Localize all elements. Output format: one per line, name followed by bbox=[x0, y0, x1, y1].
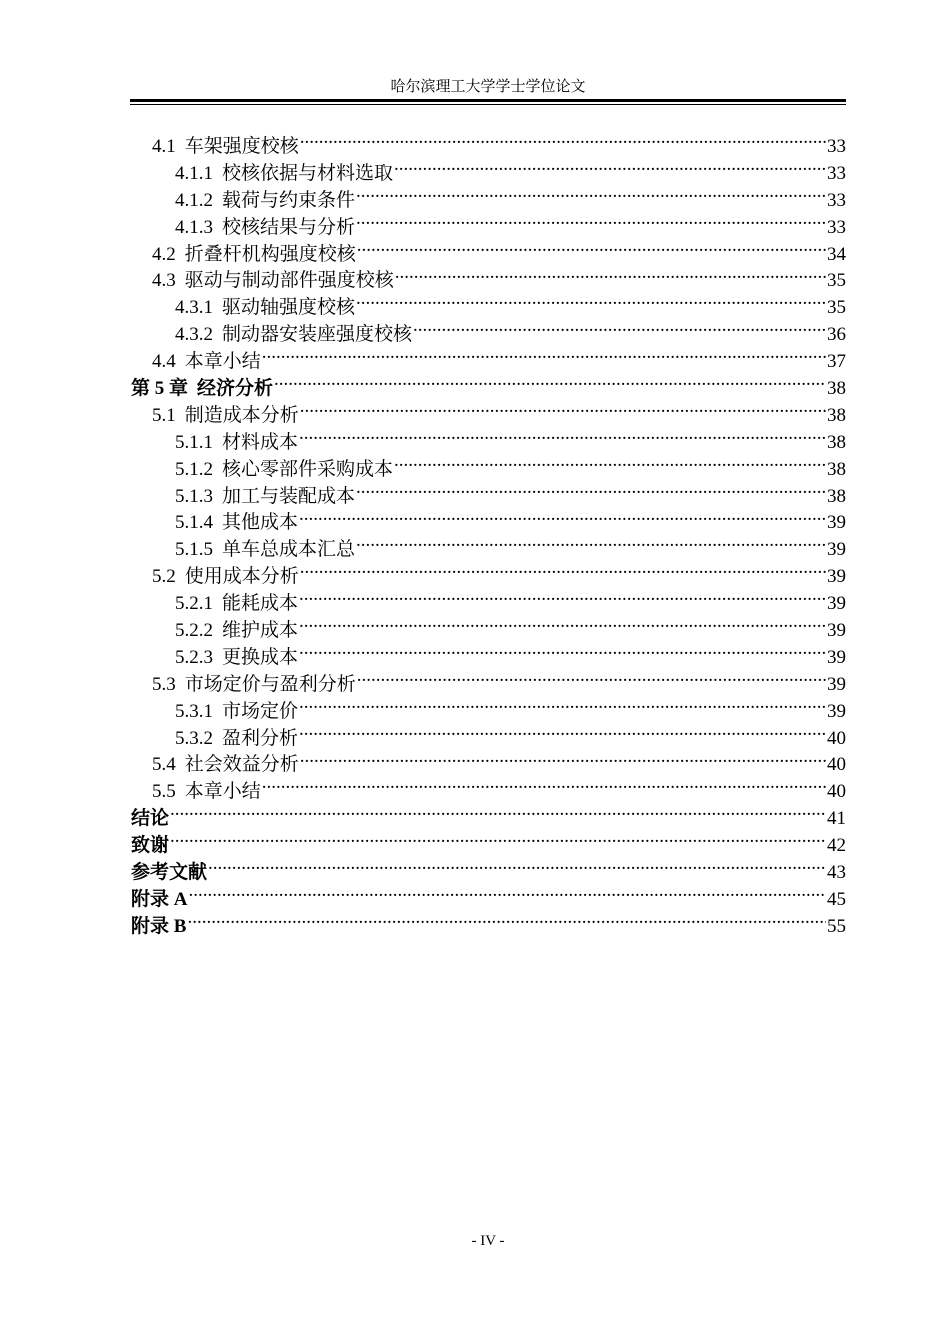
toc-entry-number: 5.2.2 bbox=[175, 620, 213, 642]
toc-dot-leader bbox=[394, 456, 826, 475]
toc-entry-page: 39 bbox=[827, 566, 846, 588]
toc-entry-title: 材料成本 bbox=[222, 431, 299, 453]
toc-dot-leader bbox=[300, 751, 826, 770]
toc-entry-label bbox=[175, 161, 393, 188]
toc-dot-leader bbox=[299, 698, 826, 717]
toc-entry-title: 校核依据与材料选取 bbox=[222, 162, 394, 184]
toc-entry[interactable] bbox=[131, 617, 846, 644]
toc-entry-number: 5.3.1 bbox=[175, 700, 213, 722]
toc-entry-number: 5.1.2 bbox=[175, 458, 213, 480]
toc-entry-number: 5.2 bbox=[152, 566, 176, 588]
toc-entry-number: 第 5 章 bbox=[131, 378, 189, 400]
toc-entry-title: 制动器安装座强度校核 bbox=[222, 324, 413, 346]
toc-entry[interactable] bbox=[131, 778, 846, 805]
toc-entry-page: 38 bbox=[827, 485, 846, 507]
toc-dot-leader bbox=[357, 241, 826, 260]
toc-entry[interactable] bbox=[131, 348, 846, 375]
toc-entry-number: 4.3.1 bbox=[175, 297, 213, 319]
page-number: - IV - bbox=[471, 1233, 505, 1249]
toc-entry-page: 37 bbox=[827, 351, 846, 373]
toc-entry-number: 4.2 bbox=[152, 243, 176, 265]
toc-entry-title: 能耗成本 bbox=[222, 593, 299, 615]
toc-entry[interactable] bbox=[131, 563, 846, 590]
toc-entry-number: 5.1.4 bbox=[175, 512, 213, 534]
toc-dot-leader bbox=[299, 617, 826, 636]
toc-entry-title: 更换成本 bbox=[222, 646, 299, 668]
toc-entry-number: 5.3 bbox=[152, 673, 176, 695]
toc-entry-label bbox=[175, 645, 298, 672]
toc-entry[interactable] bbox=[131, 913, 846, 940]
toc-dot-leader bbox=[170, 832, 826, 851]
toc-dot-leader bbox=[299, 429, 826, 448]
toc-entry-page: 35 bbox=[827, 270, 846, 292]
toc-entry-title: 单车总成本汇总 bbox=[222, 539, 356, 561]
toc-entry[interactable] bbox=[131, 886, 846, 913]
toc-entry-label bbox=[175, 537, 355, 564]
running-header: 哈尔滨理工大学学士学位论文 bbox=[390, 79, 586, 95]
toc-dot-leader bbox=[299, 725, 826, 744]
toc-entry-page: 33 bbox=[827, 189, 846, 211]
toc-dot-leader bbox=[300, 402, 826, 421]
toc-entry-number: 5.2.3 bbox=[175, 646, 213, 668]
toc-entry-number: 4.1.3 bbox=[175, 216, 213, 238]
toc-dot-leader bbox=[395, 267, 826, 286]
toc-entry-title: 致谢 bbox=[131, 835, 170, 857]
toc-entry-page: 45 bbox=[827, 888, 846, 910]
toc-entry[interactable] bbox=[131, 267, 846, 294]
toc-entry-title: 市场定价与盈利分析 bbox=[184, 673, 356, 695]
toc-entry[interactable] bbox=[131, 859, 846, 886]
toc-dot-leader bbox=[187, 913, 826, 932]
toc-dot-leader bbox=[356, 187, 826, 206]
toc-entry-title: 社会效益分析 bbox=[184, 754, 299, 776]
toc-entry-title: 结论 bbox=[131, 808, 170, 830]
toc-entry-page: 41 bbox=[827, 808, 846, 830]
toc-entry-page: 39 bbox=[827, 646, 846, 668]
header-rule-thin bbox=[130, 104, 846, 105]
toc-entry-label bbox=[175, 618, 298, 645]
toc-entry-label bbox=[152, 268, 394, 295]
toc-entry-label bbox=[152, 672, 356, 699]
toc-entry[interactable] bbox=[131, 725, 846, 752]
toc-entry-label bbox=[175, 726, 298, 753]
toc-dot-leader bbox=[356, 214, 826, 233]
toc-entry-title: 附录 A bbox=[131, 888, 188, 910]
toc-entry[interactable] bbox=[131, 751, 846, 778]
toc-entry[interactable] bbox=[131, 509, 846, 536]
toc-entry-title: 加工与装配成本 bbox=[222, 485, 356, 507]
toc-entry-number: 5.4 bbox=[152, 754, 176, 776]
toc-dot-leader bbox=[357, 671, 826, 690]
toc-entry-label bbox=[131, 376, 273, 403]
toc-entry-page: 38 bbox=[827, 431, 846, 453]
toc-entry[interactable] bbox=[131, 160, 846, 187]
toc-entry-number: 4.3.2 bbox=[175, 324, 213, 346]
toc-entry-label bbox=[175, 295, 355, 322]
toc-entry[interactable] bbox=[131, 483, 846, 510]
toc-entry-page: 34 bbox=[827, 243, 846, 265]
toc-entry-title: 核心零部件采购成本 bbox=[222, 458, 394, 480]
toc-entry[interactable] bbox=[131, 375, 846, 402]
toc-dot-leader bbox=[394, 160, 826, 179]
toc-entry-label bbox=[152, 752, 299, 779]
toc-entry[interactable] bbox=[131, 402, 846, 429]
toc-entry-label bbox=[175, 457, 393, 484]
toc-entry-label bbox=[131, 833, 169, 860]
toc-entry[interactable] bbox=[131, 133, 846, 160]
toc-dot-leader bbox=[356, 536, 826, 555]
toc-entry-page: 33 bbox=[827, 162, 846, 184]
toc-entry-number: 5.1.1 bbox=[175, 431, 213, 453]
toc-entry-label bbox=[131, 914, 186, 941]
toc-entry[interactable] bbox=[131, 832, 846, 859]
toc-entry-page: 39 bbox=[827, 620, 846, 642]
toc-entry-page: 38 bbox=[827, 404, 846, 426]
toc-entry-page: 43 bbox=[827, 862, 846, 884]
toc-entry-number: 4.3 bbox=[152, 270, 176, 292]
toc-entry-label bbox=[175, 430, 298, 457]
toc-dot-leader bbox=[413, 321, 826, 340]
toc-entry-label bbox=[152, 403, 299, 430]
toc-entry-label bbox=[131, 887, 187, 914]
toc-dot-leader bbox=[262, 778, 826, 797]
toc-entry[interactable] bbox=[131, 321, 846, 348]
toc-entry-title: 驱动轴强度校核 bbox=[222, 297, 356, 319]
toc-entry-page: 39 bbox=[827, 512, 846, 534]
toc-entry-page: 38 bbox=[827, 378, 846, 400]
toc-entry-label bbox=[131, 806, 169, 833]
toc-entry-title: 附录 B bbox=[131, 915, 187, 937]
toc-entry-label bbox=[175, 591, 298, 618]
toc-dot-leader bbox=[299, 590, 826, 609]
toc-entry-label bbox=[175, 215, 355, 242]
toc-entry-label bbox=[152, 349, 261, 376]
toc-entry-number: 5.2.1 bbox=[175, 593, 213, 615]
toc-entry-title: 驱动与制动部件强度校核 bbox=[184, 270, 394, 292]
toc-entry-page: 33 bbox=[827, 136, 846, 157]
toc-entry-label bbox=[152, 779, 261, 806]
toc-entry-page: 55 bbox=[827, 915, 846, 937]
toc-entry-number: 4.1.2 bbox=[175, 189, 213, 211]
toc-dot-leader bbox=[300, 563, 826, 582]
toc-dot-leader bbox=[208, 859, 826, 878]
table-of-contents bbox=[131, 133, 846, 940]
toc-entry-title: 使用成本分析 bbox=[184, 566, 299, 588]
toc-entry-number: 5.1.5 bbox=[175, 539, 213, 561]
toc-dot-leader bbox=[262, 348, 826, 367]
toc-entry-label bbox=[175, 510, 298, 537]
toc-dot-leader bbox=[188, 886, 826, 905]
toc-entry-title: 市场定价 bbox=[222, 700, 299, 722]
toc-dot-leader bbox=[299, 644, 826, 663]
toc-entry-title: 参考文献 bbox=[131, 862, 208, 884]
toc-entry-number: 4.1.1 bbox=[175, 162, 213, 184]
toc-entry-title: 载荷与约束条件 bbox=[222, 189, 356, 211]
toc-entry-page: 42 bbox=[827, 835, 846, 857]
toc-entry-number: 4.1 bbox=[152, 136, 176, 157]
toc-entry-title: 校核结果与分析 bbox=[222, 216, 356, 238]
toc-entry[interactable] bbox=[131, 698, 846, 725]
toc-entry[interactable] bbox=[131, 805, 846, 832]
toc-dot-leader bbox=[274, 375, 826, 394]
toc-entry-label bbox=[152, 242, 356, 269]
toc-entry-page: 40 bbox=[827, 727, 846, 749]
toc-dot-leader bbox=[356, 483, 826, 502]
toc-entry-title: 折叠杆机构强度校核 bbox=[184, 243, 356, 265]
toc-entry-title: 制造成本分析 bbox=[184, 404, 299, 426]
header-rule-thick bbox=[130, 99, 846, 102]
toc-entry[interactable] bbox=[131, 671, 846, 698]
toc-entry-title: 维护成本 bbox=[222, 620, 299, 642]
toc-dot-leader bbox=[356, 294, 826, 313]
toc-entry-title: 本章小结 bbox=[184, 781, 261, 803]
toc-entry-number: 5.3.2 bbox=[175, 727, 213, 749]
toc-entry-title: 其他成本 bbox=[222, 512, 299, 534]
toc-entry[interactable] bbox=[131, 241, 846, 268]
toc-entry-label bbox=[152, 564, 299, 591]
toc-entry-page: 39 bbox=[827, 673, 846, 695]
toc-entry[interactable] bbox=[131, 294, 846, 321]
toc-entry-label bbox=[175, 484, 355, 511]
toc-entry[interactable] bbox=[131, 429, 846, 456]
toc-dot-leader bbox=[299, 509, 826, 528]
toc-entry-page: 35 bbox=[827, 297, 846, 319]
toc-entry[interactable] bbox=[131, 644, 846, 671]
toc-entry-page: 39 bbox=[827, 539, 846, 561]
toc-entry-page: 33 bbox=[827, 216, 846, 238]
toc-entry-label bbox=[175, 699, 298, 726]
toc-entry[interactable] bbox=[131, 456, 846, 483]
toc-entry-label bbox=[152, 134, 299, 161]
toc-entry-number: 5.1.3 bbox=[175, 485, 213, 507]
toc-entry-title: 车架强度校核 bbox=[184, 136, 299, 157]
toc-entry-page: 39 bbox=[827, 593, 846, 615]
toc-entry-page: 40 bbox=[827, 754, 846, 776]
toc-dot-leader bbox=[170, 805, 826, 824]
toc-entry-number: 4.4 bbox=[152, 351, 176, 373]
toc-dot-leader bbox=[300, 133, 826, 152]
toc-entry[interactable] bbox=[131, 187, 846, 214]
toc-entry[interactable] bbox=[131, 590, 846, 617]
toc-entry-label bbox=[175, 322, 412, 349]
toc-entry[interactable] bbox=[131, 536, 846, 563]
toc-entry-page: 36 bbox=[827, 324, 846, 346]
toc-entry-title: 经济分析 bbox=[197, 378, 274, 400]
toc-entry-label bbox=[131, 860, 207, 887]
toc-entry-title: 盈利分析 bbox=[222, 727, 299, 749]
toc-entry[interactable] bbox=[131, 214, 846, 241]
toc-entry-number: 5.1 bbox=[152, 404, 176, 426]
toc-entry-label bbox=[175, 188, 355, 215]
toc-entry-title: 本章小结 bbox=[184, 351, 261, 373]
toc-entry-page: 39 bbox=[827, 700, 846, 722]
toc-entry-number: 5.5 bbox=[152, 781, 176, 803]
toc-entry-page: 40 bbox=[827, 781, 846, 803]
toc-entry-page: 38 bbox=[827, 458, 846, 480]
